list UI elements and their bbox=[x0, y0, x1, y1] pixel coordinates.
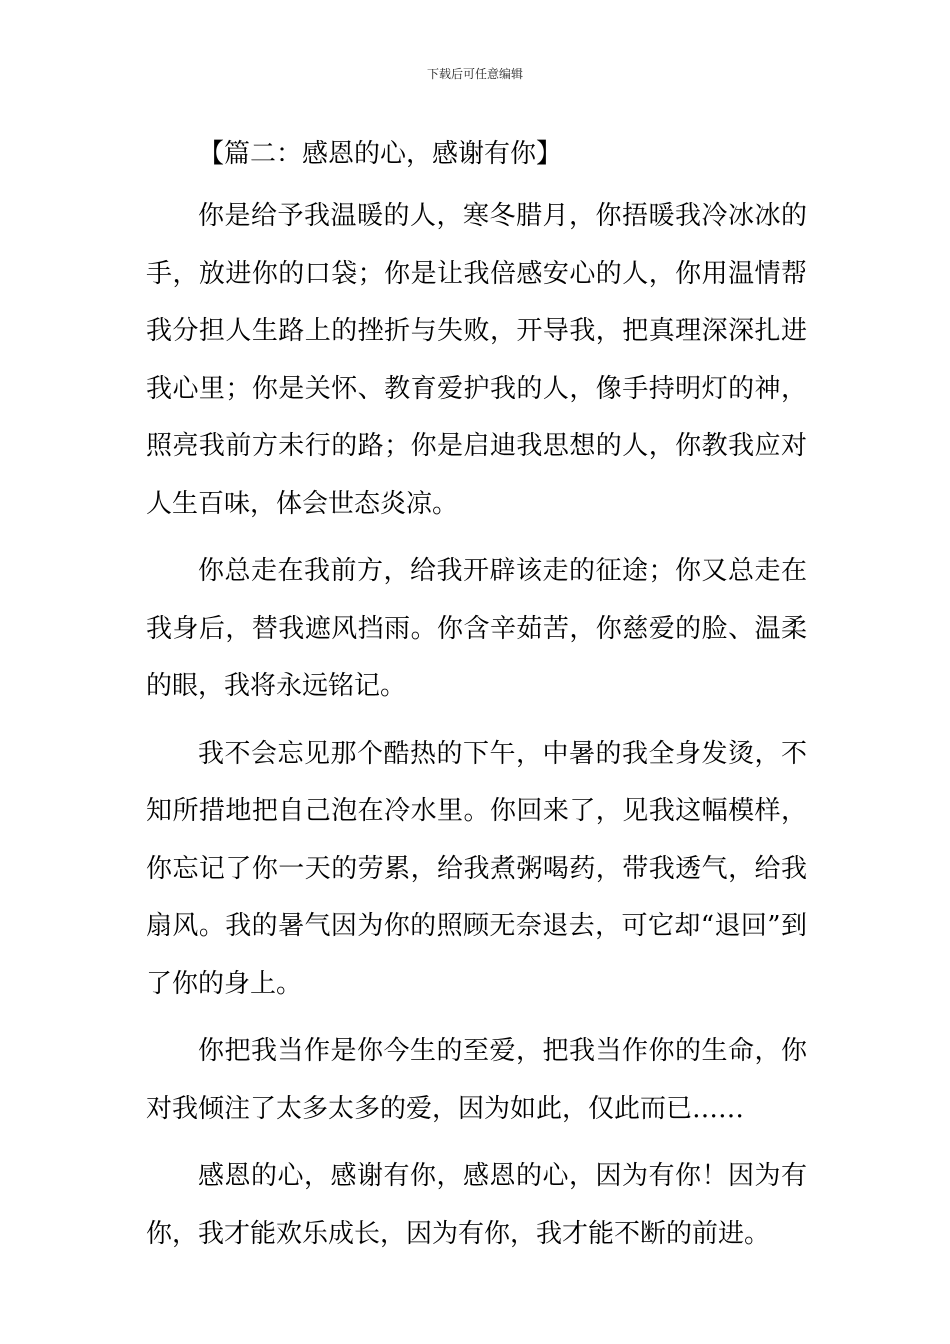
paragraph-2: 你总走在我前方，给我开辟该走的征途；你又总走在我身后，替我遮风挡雨。你含辛茹苦，你慈爱的脸、温柔的眼，我将永远铭记。 bbox=[146, 556, 807, 701]
document-body bbox=[146, 130, 807, 1263]
section-heading: 【篇二：感恩的心，感谢有你】 bbox=[198, 139, 563, 169]
paragraph-1: 你是给予我温暖的人，寒冬腊月，你捂暖我冷冰冰的手，放进你的口袋；你是让我倍感安心的人，你用温情帮我分担人生路上的挫折与失败，开导我，把真理深深扎进我心里；你是关怀、教育爱护我的人，像手持明灯的神，照亮我前方未行的路；你是启迪我思想的人，你教我应对人生百味，体会世态炎凉。 bbox=[146, 201, 807, 519]
paragraph-4: 你把我当作是你今生的至爱，把我当作你的生命，你对我倾注了太多太多的爱，因为如此，仅此而已…… bbox=[146, 1036, 807, 1124]
page-header: 下载后可任意编辑 bbox=[426, 67, 523, 81]
paragraph-5: 感恩的心，感谢有你，感恩的心，因为有你！因为有你，我才能欢乐成长，因为有你，我才能不断的前进。 bbox=[146, 1161, 807, 1249]
paragraph-3: 我不会忘见那个酷热的下午，中暑的我全身发烫，不知所措地把自己泡在冷水里。你回来了，见我这幅模样，你忘记了你一天的劳累，给我煮粥喝药，带我透气，给我扇风。我的暑气因为你的照顾无奈退去，可它却“退回”到了你的身上。 bbox=[146, 738, 807, 999]
